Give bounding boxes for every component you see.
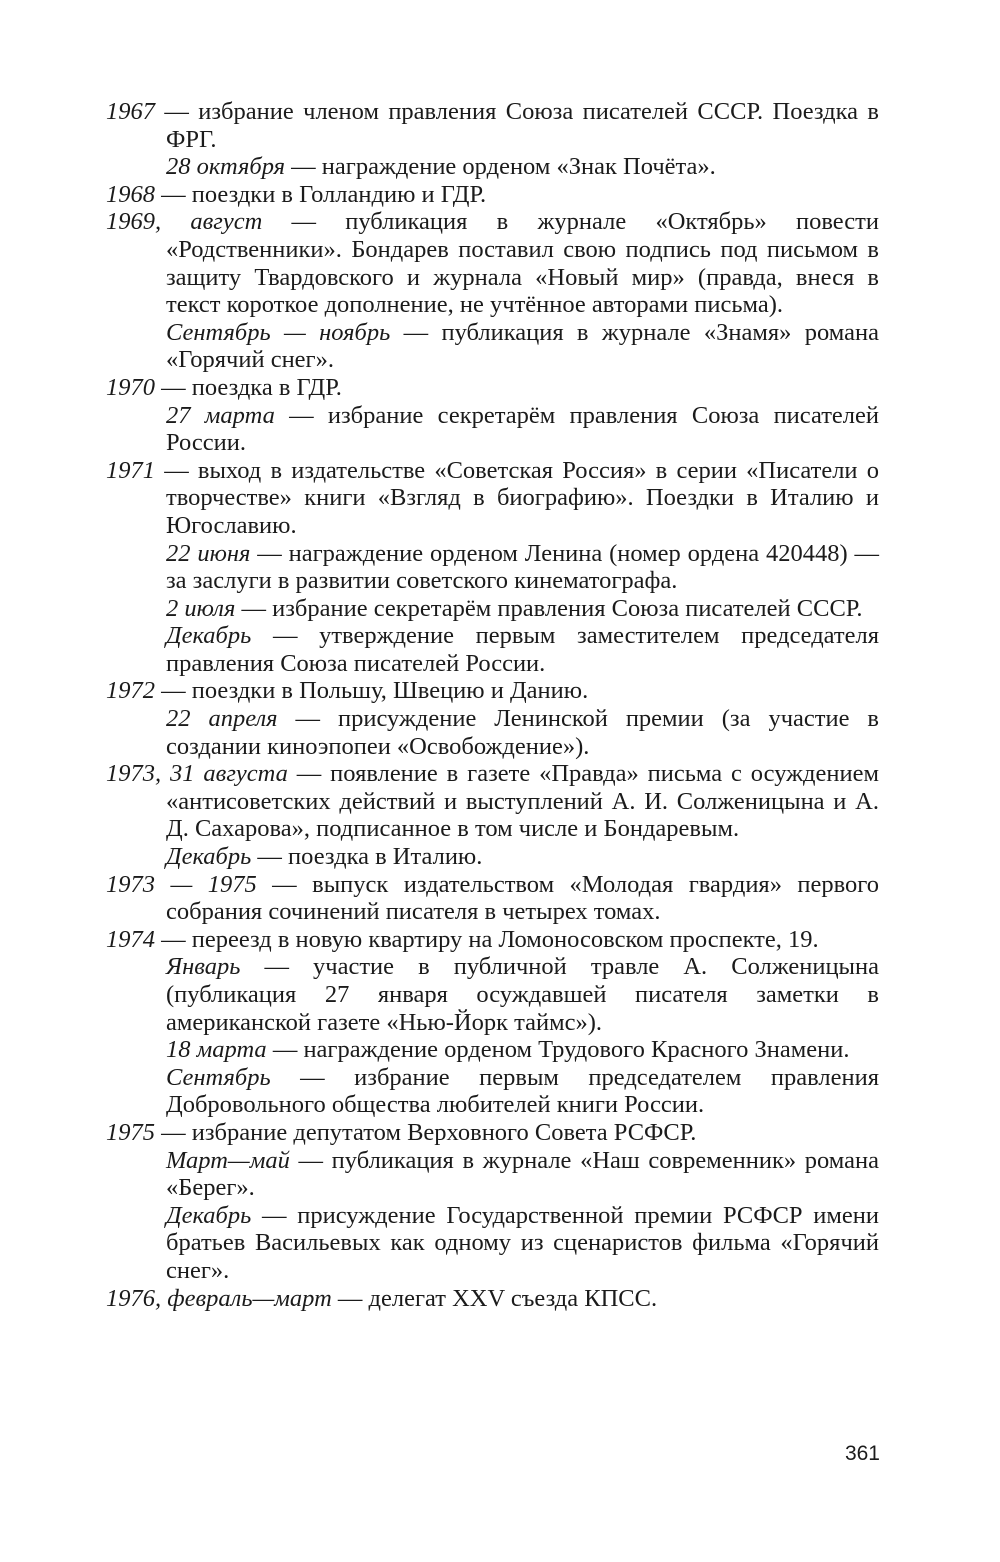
chronology-entry-1975 (106, 1119, 879, 1147)
subentry-date: 22 июня (166, 539, 251, 567)
chronology-entry-1973-1975 (106, 871, 879, 926)
chronology-subentry (106, 319, 879, 374)
entry-text: — переезд в новую квартиру на Ломоносовском проспекте, 19. (155, 925, 819, 953)
subentry-date: 18 марта (166, 1036, 267, 1064)
subentry-text: — публикация в журнале «Наш современник» романа «Берег». (166, 1146, 879, 1202)
chronology-entry-1974 (106, 926, 879, 954)
subentry-text: — избрание секретарём правления Союза писателей России. (166, 401, 879, 457)
entry-text: — избрание членом правления Союза писателей СССР. Поездка в ФРГ. (155, 98, 879, 153)
subentry-text: — присуждение Государственной премии РСФСР имени братьев Васильевых как одному из сценаристов фильма «Горячий снег». (166, 1201, 879, 1284)
chronology-subentry (106, 953, 879, 1036)
subentry-text: — избрание секретарём правления Союза писателей СССР. (235, 594, 863, 622)
entry-date: 1969, август (106, 208, 263, 236)
chronology-subentry (106, 153, 879, 181)
entry-text: — делегат XXV съезда КПСС. (331, 1284, 658, 1312)
chronology-entry-1970 (106, 374, 879, 402)
entry-text: — выход в издательстве «Советская Россия» в серии «Писатели о творчестве» книги «Взгляд в биографию». Поездки в Италию и Югославию. (155, 456, 879, 539)
entry-date: 1974 (106, 925, 155, 953)
subentry-text: — награждение орденом Ленина (номер ордена 420448) — за заслуги в развитии советского кинематографа. (166, 539, 879, 595)
subentry-date: 22 апреля (166, 705, 278, 733)
subentry-text: — избрание первым председателем правления Добровольного общества любителей книги России. (166, 1063, 879, 1119)
chronology-subentry (106, 1147, 879, 1202)
entry-text: — поездки в Голландию и ГДР. (155, 180, 487, 208)
subentry-text: — участие в публичной травле А. Солженицына (публикация 27 января осуждавшей писателя заметки в американской газете «Нью-Йорк таймс»). (166, 953, 879, 1036)
subentry-date: Декабрь (166, 622, 252, 650)
entry-date: 1971 (106, 456, 155, 484)
entry-text: — поездка в ГДР. (155, 373, 342, 401)
chronology-subentry (106, 1064, 879, 1119)
entry-date: 1970 (106, 373, 155, 401)
chronology-subentry (106, 705, 879, 760)
chronology-entry-1969 (106, 208, 879, 318)
entry-date: 1975 (106, 1118, 155, 1146)
subentry-text: — присуждение Ленинской премии (за участие в создании киноэпопеи «Освобождение»). (166, 705, 879, 760)
subentry-text: — утверждение первым заместителем председателя правления Союза писателей России. (166, 622, 879, 677)
entry-date: 1973, 31 августа (106, 760, 288, 788)
subentry-date: Сентябрь — ноябрь (166, 318, 391, 346)
subentry-text: — награждение орденом «Знак Почёта». (285, 153, 716, 181)
chronology-subentry (106, 843, 879, 871)
chronology-subentry (106, 402, 879, 457)
chronology-text (106, 98, 879, 1312)
subentry-text: — публикация в журнале «Знамя» романа «Горячий снег». (166, 318, 879, 374)
entry-date: 1967 (106, 98, 155, 125)
subentry-date: Март—май (166, 1146, 290, 1174)
chronology-subentry (106, 540, 879, 595)
chronology-entry-1967 (106, 98, 879, 153)
entry-text: — появление в газете «Правда» письма с осуждением «антисоветских действий и выступлений А. И. Солженицына и А. Д. Сахарова», подписанное в том числе и Бондаревым. (166, 760, 879, 843)
entry-date: 1972 (106, 677, 155, 705)
chronology-subentry (106, 1202, 879, 1285)
subentry-date: Январь (166, 953, 241, 981)
entry-date: 1968 (106, 180, 155, 208)
subentry-date: 2 июля (166, 594, 236, 622)
chronology-entry-1973 (106, 760, 879, 843)
subentry-text: — награждение орденом Трудового Красного Знамени. (266, 1036, 850, 1064)
subentry-date: Сентябрь (166, 1063, 271, 1091)
subentry-date: 28 октября (166, 153, 286, 181)
chronology-entry-1971 (106, 457, 879, 540)
subentry-date: 27 марта (166, 401, 275, 429)
page-number: 361 (844, 1442, 880, 1465)
chronology-subentry (106, 595, 879, 623)
chronology-entry-1976 (106, 1285, 879, 1313)
subentry-text: — поездка в Италию. (251, 843, 483, 871)
chronology-subentry (106, 622, 879, 677)
entry-date: 1973 — 1975 (106, 870, 257, 898)
chronology-subentry (106, 1036, 879, 1064)
subentry-date: Декабрь (166, 843, 252, 871)
entry-text: — избрание депутатом Верховного Совета РСФСР. (155, 1118, 697, 1146)
entry-date: 1976, февраль—март (106, 1284, 332, 1312)
entry-text: — поездки в Польшу, Швецию и Данию. (155, 677, 589, 705)
chronology-entry-1968 (106, 181, 879, 209)
entry-text: — выпуск издательством «Молодая гвардия» первого собрания сочинений писателя в четырех томах. (166, 870, 879, 926)
subentry-date: Декабрь (166, 1201, 252, 1229)
chronology-entry-1972 (106, 677, 879, 705)
entry-text: — публикация в журнале «Октябрь» повести «Родственники». Бондарев поставил свою подпись под письмом в защиту Твардовского и журнала «Новый мир» (правда, внеся в текст короткое дополнение, не учтённое авторами письма). (166, 208, 879, 319)
